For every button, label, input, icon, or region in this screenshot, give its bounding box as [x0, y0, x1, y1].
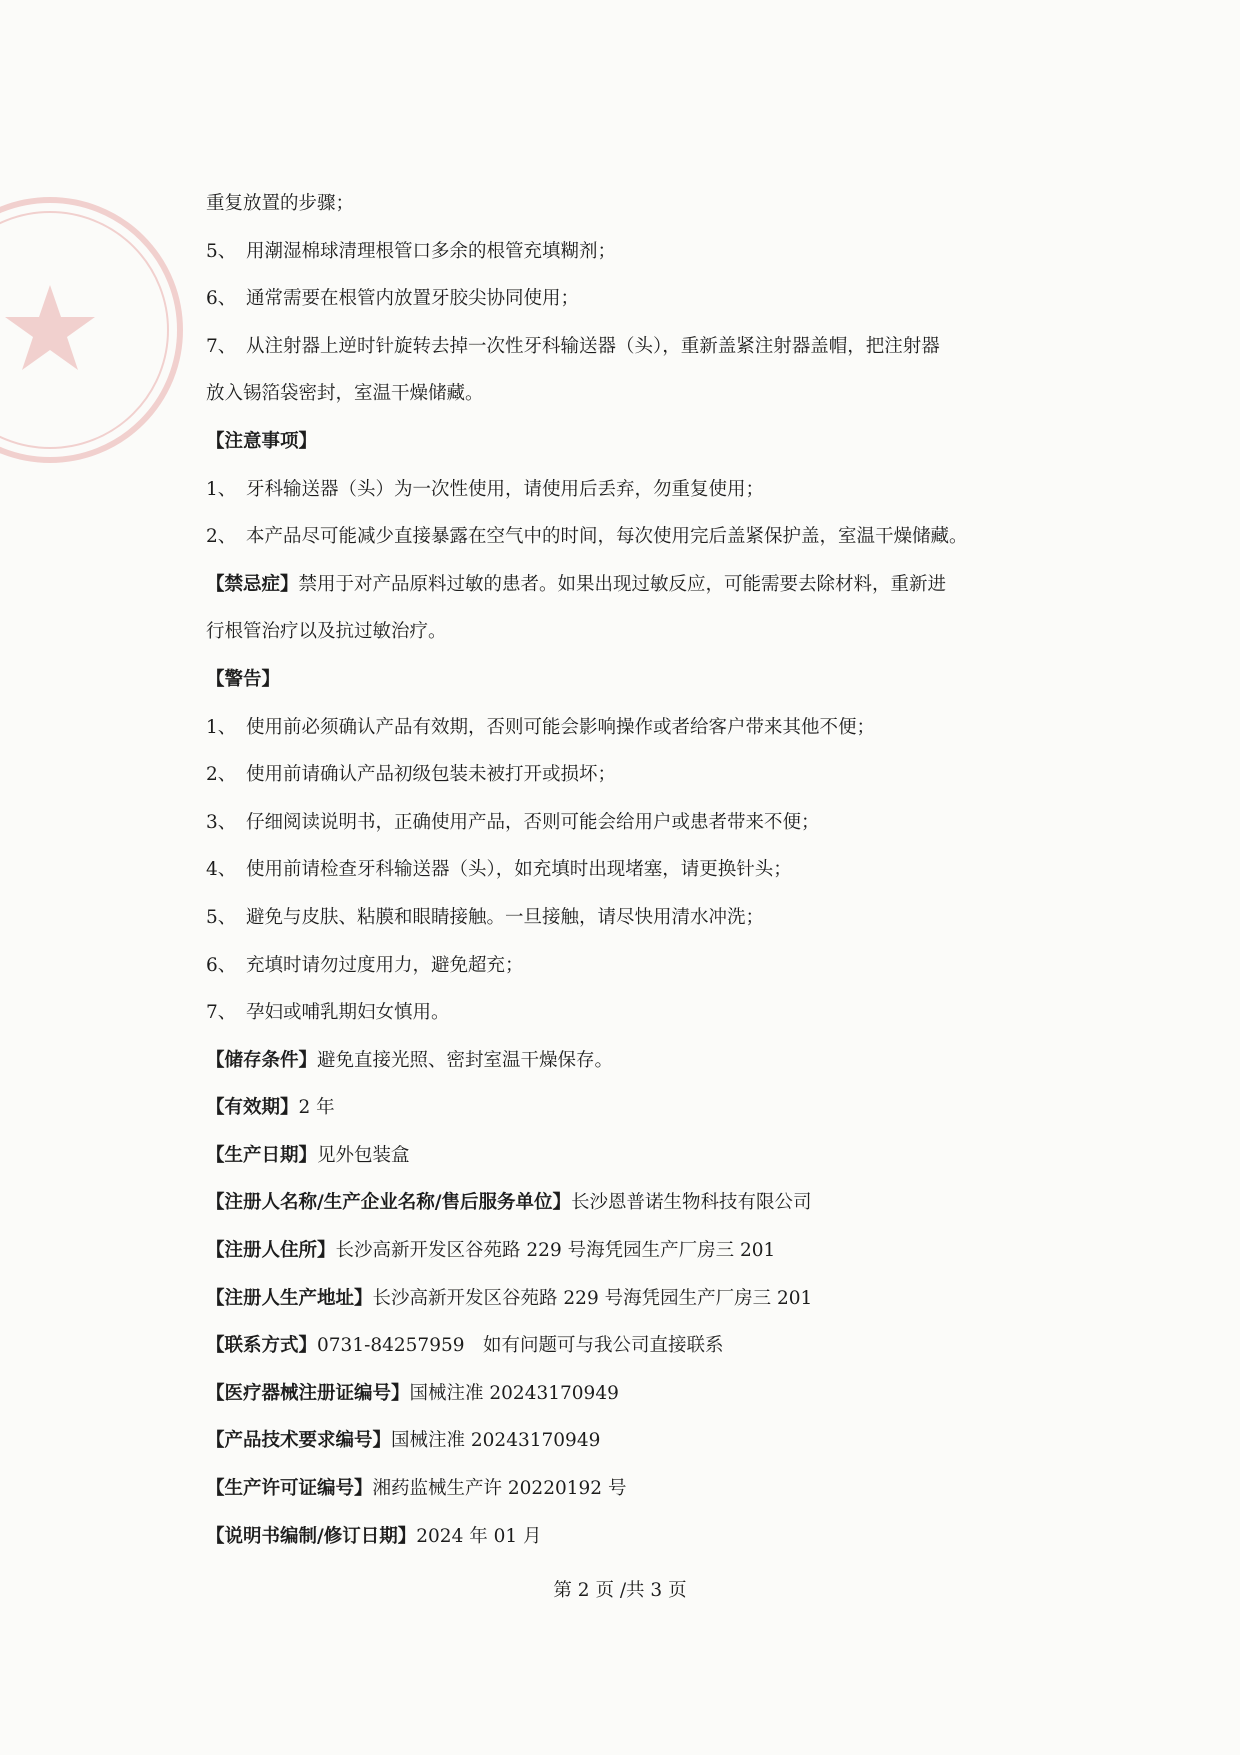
field-storage: 【储存条件】避免直接光照、密封室温干燥保存。: [206, 1049, 614, 1071]
page-number: 第 2 页 /共 3 页: [553, 1580, 687, 1601]
contraindications-line: 【禁忌症】禁用于对产品原料过敏的患者。如果出现过敏反应，可能需要去除材料，重新进: [206, 573, 947, 595]
page-footer: [0, 1576, 1240, 1602]
company-seal-icon: [0, 185, 195, 475]
warning-item: 7、 孕妇或哺乳期妇女慎用。: [206, 1002, 450, 1024]
document-body: [206, 190, 1032, 1570]
warning-item: 1、 使用前必须确认产品有效期，否则可能会影响操作或者给客户带来其他不便；: [206, 716, 876, 738]
field-production-date: 【生产日期】见外包装盒: [206, 1144, 410, 1166]
step-item: 5、 用潮湿棉球清理根管口多余的根管充填糊剂；: [206, 240, 617, 262]
field-registration-number: 【医疗器械注册证编号】国械注准 20243170949: [206, 1382, 619, 1404]
intro-line: 重复放置的步骤；: [206, 193, 355, 214]
contraindications-heading: 【禁忌症】: [206, 573, 299, 595]
warning-item: 3、 仔细阅读说明书，正确使用产品，否则可能会给用户或患者带来不便；: [206, 811, 820, 833]
warnings-heading: 【警告】: [206, 668, 281, 690]
field-validity: 【有效期】2 年: [206, 1097, 335, 1119]
field-technical-requirement-number: 【产品技术要求编号】国械注准 20243170949: [206, 1430, 601, 1452]
precaution-item: 2、 本产品尽可能减少直接暴露在空气中的时间，每次使用完后盖紧保护盖，室温干燥储藏。: [206, 526, 968, 548]
precautions-heading: 【注意事项】: [206, 430, 318, 452]
warning-item: 2、 使用前请确认产品初级包装未被打开或损坏；: [206, 764, 617, 786]
field-revision-date: 【说明书编制/修订日期】2024 年 01 月: [206, 1525, 542, 1547]
step-item: 7、 从注射器上逆时针旋转去掉一次性牙科输送器（头），重新盖紧注射器盖帽，把注射器: [206, 335, 940, 357]
step-continuation: 放入锡箔袋密封，室温干燥储藏。: [206, 383, 484, 405]
field-registrant-address: 【注册人住所】长沙高新开发区谷苑路 229 号海凭园生产厂房三 201: [206, 1240, 776, 1262]
warning-item: 5、 避免与皮肤、粘膜和眼睛接触。一旦接触，请尽快用清水冲洗；: [206, 906, 765, 928]
field-contact: 【联系方式】0731-84257959 如有问题可与我公司直接联系: [206, 1335, 724, 1357]
field-production-address: 【注册人生产地址】长沙高新开发区谷苑路 229 号海凭园生产厂房三 201: [206, 1287, 813, 1309]
warning-item: 6、 充填时请勿过度用力，避免超充；: [206, 954, 524, 976]
contraindications-continuation: 行根管治疗以及抗过敏治疗。: [206, 621, 447, 643]
precaution-item: 1、 牙科输送器（头）为一次性使用，请使用后丢弃，勿重复使用；: [206, 478, 765, 500]
field-production-license: 【生产许可证编号】湘药监械生产许 20220192 号: [206, 1478, 627, 1500]
warning-item: 4、 使用前请检查牙科输送器（头），如充填时出现堵塞，请更换针头；: [206, 859, 792, 881]
field-registrant-name: 【注册人名称/生产企业名称/售后服务单位】长沙恩普诺生物科技有限公司: [206, 1192, 812, 1214]
step-item: 6、 通常需要在根管内放置牙胶尖协同使用；: [206, 288, 580, 310]
